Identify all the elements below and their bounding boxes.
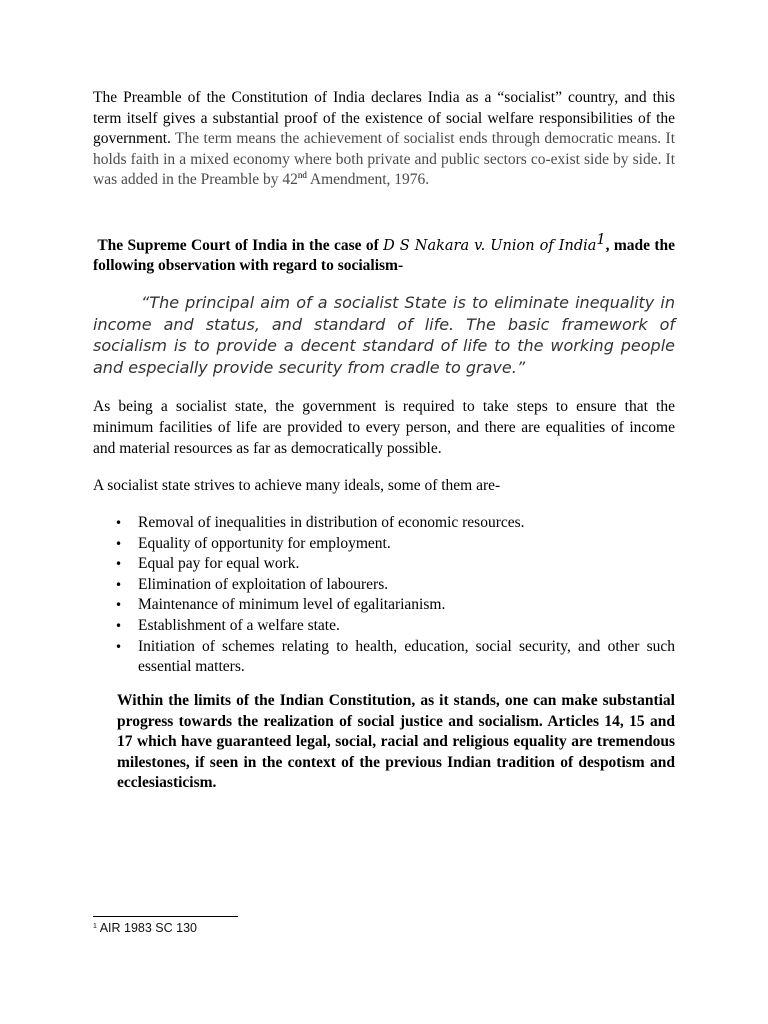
supreme-court-text-a: The Supreme Court of India in the case of (93, 237, 384, 254)
list-item-text: Equal pay for equal work. (138, 555, 300, 573)
list-item (93, 554, 675, 575)
preamble-text-a: The Preamble of the Constitution of India declares India as a “socialist” country, and this term itself gives a substantial proof of the existence of social welfare responsibilities of the government. (93, 89, 675, 147)
preamble-text-c: Amendment, 1976. (306, 171, 430, 188)
case-name: D S Nakara v. Union of India (383, 238, 597, 254)
bullet-icon: • (115, 618, 123, 633)
bullet-icon: • (115, 577, 123, 592)
list-item (93, 616, 675, 637)
constitution-limits-paragraph: Within the limits of the Indian Constitution, as it stands, one can make substantial progress towards the realization of social justice and socialism. Articles 14, 15 and 17 which have guaranteed legal, social, racial and religious equality are tremendous milestones, if seen in the context of the previous Indian tradition of despotism and ecclesiasticism. (117, 692, 675, 792)
preamble-text-b: The term means the achievement of socialist ends through democratic means. It holds faith in a mixed economy where both private and public sectors co-exist side by side. It was added in the Preamble by 42 (93, 130, 675, 188)
footnote-reference: 1 (596, 232, 606, 248)
list-item-text: Initiation of schemes relating to health, education, social security, and other such essential matters. (138, 637, 675, 676)
bullet-icon: • (115, 639, 123, 654)
bullet-icon: • (115, 516, 123, 530)
bullet-icon: • (115, 536, 123, 551)
list-item (93, 595, 675, 616)
footnote-marker: 1 (93, 923, 97, 930)
socialist-state-paragraph: As being a socialist state, the government is required to take steps to ensure that the minimum facilities of life are provided to every person, and there are equalities of income and material resources as far as democratically possible. (93, 398, 675, 457)
list-item (93, 534, 675, 555)
list-item-text: Maintenance of minimum level of egalitarianism. (138, 596, 446, 614)
list-item (93, 575, 675, 596)
bullet-icon: • (115, 598, 123, 613)
supreme-court-text-b: , made the following observation with regard to socialism- (93, 237, 676, 274)
list-item-text: Elimination of exploitation of labourers. (138, 575, 389, 593)
ideals-list (93, 513, 675, 678)
list-item-text: Removal of inequalities in distribution of economic resources. (138, 514, 525, 531)
footnote-text: AIR 1983 SC 130 (96, 921, 197, 935)
block-quote: “The principal aim of a socialist State is to eliminate inequality in income and status, and standard of life. The basic framework of socialism is to provide a decent standard of life to the working people and especially provide security from cradle to grave.” (93, 293, 675, 377)
footnote (93, 920, 197, 936)
bullet-icon: • (115, 557, 123, 572)
preamble-paragraph (93, 88, 675, 191)
ordinal-superscript: nd (297, 170, 307, 180)
ideals-intro: A socialist state strives to achieve many ideals, some of them are- (93, 477, 501, 494)
list-item (93, 513, 675, 534)
supreme-court-paragraph (93, 232, 676, 275)
list-item-text: Establishment of a welfare state. (138, 616, 340, 634)
footnote-separator (93, 916, 238, 917)
list-item (93, 637, 675, 678)
list-item-text: Equality of opportunity for employment. (138, 534, 391, 552)
